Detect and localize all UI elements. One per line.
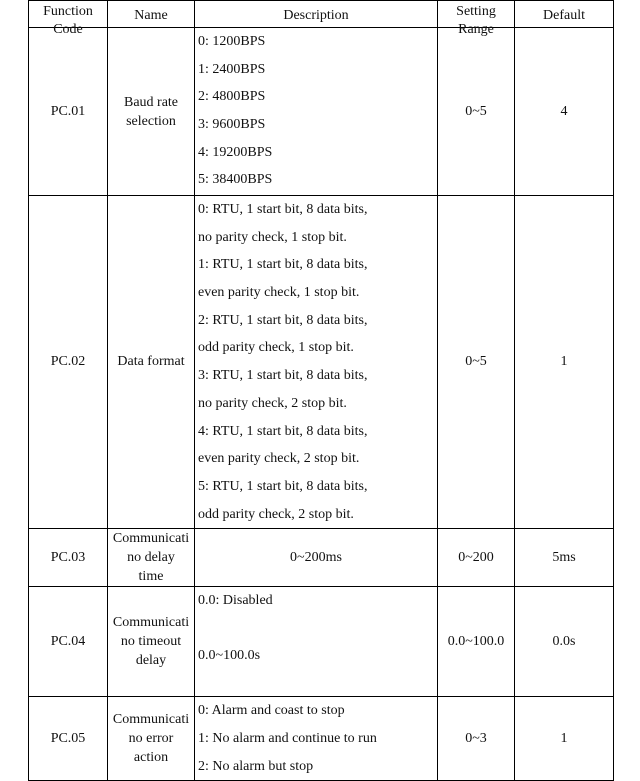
name-cell: Data format bbox=[108, 196, 195, 529]
description-line: odd parity check, 2 stop bit. bbox=[198, 506, 354, 522]
description-line: no parity check, 1 stop bit. bbox=[198, 229, 347, 245]
name-text-line: Communicati bbox=[112, 531, 190, 547]
parameter-table bbox=[28, 0, 614, 781]
description-line: 2: RTU, 1 start bit, 8 data bits, bbox=[198, 312, 368, 328]
function-code-cell: PC.01 bbox=[29, 28, 108, 196]
setting-range-cell: 0~200 bbox=[438, 529, 515, 587]
description-line: 3: RTU, 1 start bit, 8 data bits, bbox=[198, 368, 368, 384]
description-cell bbox=[195, 587, 438, 697]
description-line: 4: RTU, 1 start bit, 8 data bits, bbox=[198, 423, 368, 439]
description-line: 2: 4800BPS bbox=[198, 89, 266, 105]
description-line: 1: 2400BPS bbox=[198, 61, 266, 77]
function-code-cell: PC.03 bbox=[29, 529, 108, 587]
description-line: 3: 9600BPS bbox=[198, 117, 266, 133]
description-line: 1: RTU, 1 start bit, 8 data bits, bbox=[198, 257, 368, 273]
description-line: 0.0: Disabled bbox=[198, 593, 273, 609]
table-row bbox=[29, 196, 614, 529]
description-line: 2: No alarm but stop bbox=[198, 758, 314, 774]
description-line: even parity check, 2 stop bit. bbox=[198, 451, 360, 467]
header-function-code bbox=[29, 1, 108, 37]
default-cell: 1 bbox=[515, 196, 614, 529]
description-cell bbox=[195, 697, 438, 781]
setting-range-cell: 0~5 bbox=[438, 28, 515, 196]
header-setting-range-text: Setting Range bbox=[456, 4, 496, 37]
function-code-cell: PC.05 bbox=[29, 697, 108, 781]
name-text-line: Communicati bbox=[112, 712, 190, 728]
name-text-line: Communicati bbox=[112, 615, 190, 631]
description-line: 5: RTU, 1 start bit, 8 data bits, bbox=[198, 478, 368, 494]
default-cell: 1 bbox=[515, 697, 614, 781]
description-line: odd parity check, 1 stop bit. bbox=[198, 340, 354, 356]
description-line: 1: No alarm and continue to run bbox=[198, 730, 377, 746]
header-description bbox=[195, 1, 438, 28]
setting-range-cell: 0~3 bbox=[438, 697, 515, 781]
table-row bbox=[29, 587, 614, 697]
name-text-line: action bbox=[133, 750, 169, 766]
default-cell: 4 bbox=[515, 28, 614, 196]
header-name-text: Name bbox=[134, 8, 168, 23]
header-function-code-text: Function Code bbox=[43, 4, 93, 37]
description-line: 0: Alarm and coast to stop bbox=[198, 703, 345, 719]
name-text-line: no delay bbox=[127, 550, 175, 566]
description-line: 4: 19200BPS bbox=[198, 144, 273, 160]
setting-range-cell: 0~5 bbox=[438, 196, 515, 529]
name-text-line: no timeout bbox=[120, 634, 182, 650]
description-cell bbox=[195, 196, 438, 529]
header-description-text: Description bbox=[283, 8, 349, 23]
spacer bbox=[195, 615, 437, 642]
table-row bbox=[29, 529, 614, 587]
name-cell bbox=[108, 587, 195, 697]
name-text: Baud rate selection bbox=[123, 94, 179, 129]
table-row bbox=[29, 697, 614, 781]
name-text-line: no error bbox=[128, 731, 174, 747]
description-cell: 0~200ms bbox=[195, 529, 438, 587]
description-cell bbox=[195, 28, 438, 196]
description-line: 0: RTU, 1 start bit, 8 data bits, bbox=[198, 202, 368, 217]
description-line: 0.0~100.0s bbox=[198, 647, 261, 663]
header-setting-range bbox=[438, 1, 515, 37]
description-line: even parity check, 1 stop bit. bbox=[198, 285, 360, 301]
header-default-text: Default bbox=[543, 8, 585, 23]
table-row bbox=[29, 28, 614, 196]
function-code-cell: PC.02 bbox=[29, 196, 108, 529]
description-line: no parity check, 2 stop bit. bbox=[198, 395, 347, 411]
description-line: 5: 38400BPS bbox=[198, 172, 273, 188]
header-default bbox=[515, 1, 614, 28]
description-line: 0: 1200BPS bbox=[198, 34, 266, 49]
default-cell: 0.0s bbox=[515, 587, 614, 697]
default-cell: 5ms bbox=[515, 529, 614, 587]
header-name bbox=[108, 1, 195, 28]
table-header-row bbox=[29, 1, 614, 28]
setting-range-cell: 0.0~100.0 bbox=[438, 587, 515, 697]
name-cell bbox=[108, 28, 195, 196]
name-cell bbox=[108, 529, 195, 587]
name-cell bbox=[108, 697, 195, 781]
name-text-line: delay bbox=[135, 653, 167, 669]
function-code-cell: PC.04 bbox=[29, 587, 108, 697]
name-text-line: time bbox=[138, 569, 164, 585]
